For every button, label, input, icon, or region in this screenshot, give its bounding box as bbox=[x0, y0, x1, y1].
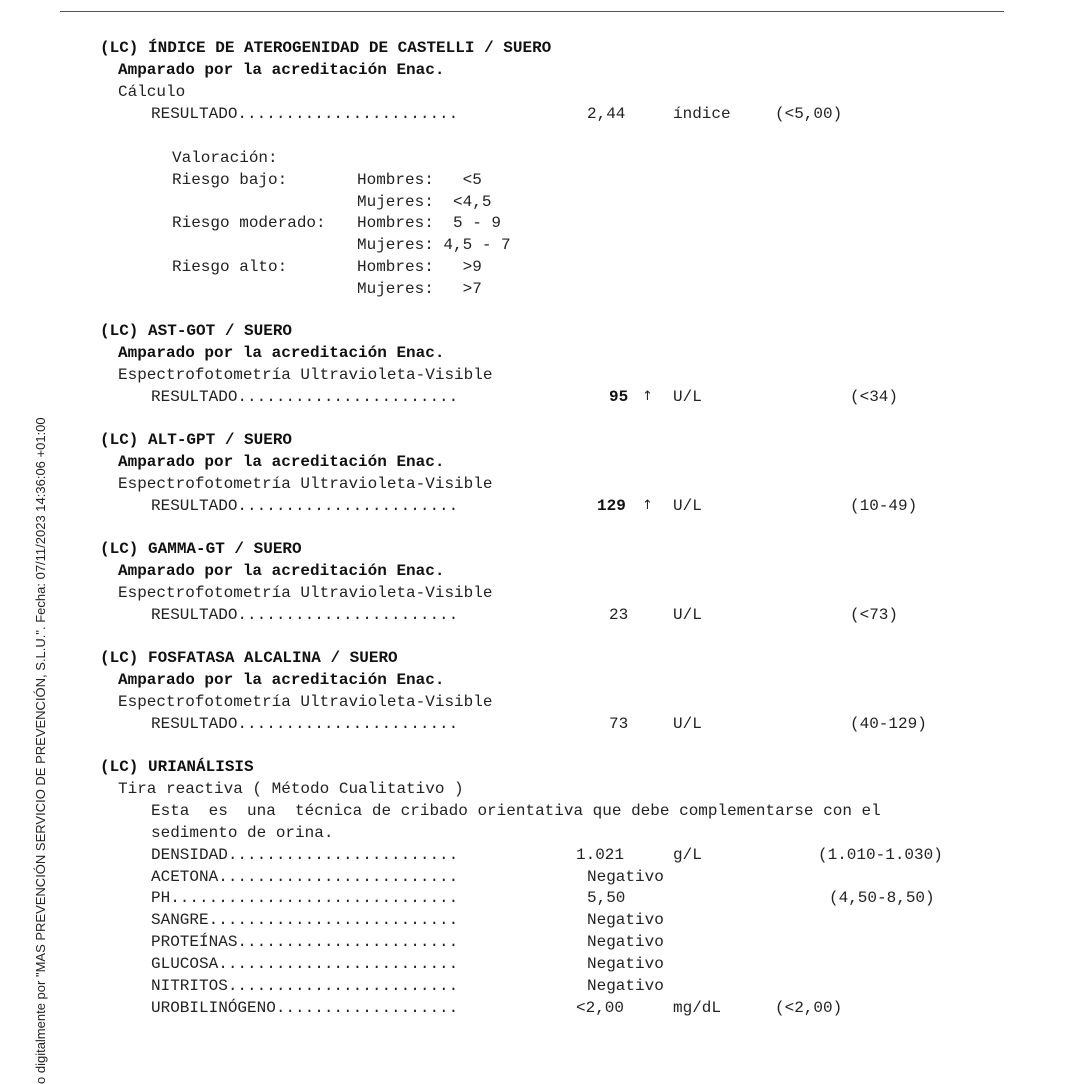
castelli-title: (LC) ÍNDICE DE ATEROGENIDAD DE CASTELLI / SUERO bbox=[100, 39, 552, 57]
fa-method: Espectrofotometría Ultravioleta-Visible bbox=[118, 693, 493, 711]
densidad-value: 1.021 bbox=[576, 846, 625, 864]
densidad-ref: (1.010-1.030) bbox=[818, 846, 943, 864]
nitritos-label: NITRITOS........................ bbox=[151, 977, 459, 995]
alt-accreditation: Amparado por la acreditación Enac. bbox=[118, 453, 445, 471]
castelli-result-label: RESULTADO....................... bbox=[151, 105, 459, 123]
ggt-result-value: 23 bbox=[609, 606, 629, 624]
alt-result-value: 129 bbox=[597, 497, 626, 515]
orina-method: Tira reactiva ( Método Cualitativo ) bbox=[118, 780, 464, 798]
urobilinogeno-unit: mg/dL bbox=[673, 999, 722, 1017]
riesgo-alto-hombres: Hombres: >9 bbox=[357, 258, 482, 276]
alt-result-unit: U/L bbox=[673, 497, 702, 515]
orina-title: (LC) URIANÁLISIS bbox=[100, 758, 254, 776]
urobilinogeno-ref: (<2,00) bbox=[775, 999, 843, 1017]
ast-accreditation: Amparado por la acreditación Enac. bbox=[118, 344, 445, 362]
ph-ref: (4,50-8,50) bbox=[829, 889, 935, 907]
orina-note-line1: Esta es una técnica de cribado orientativa que debe complementarse con el bbox=[151, 802, 881, 820]
acetona-value: Negativo bbox=[587, 868, 664, 886]
alt-result-ref: (10-49) bbox=[850, 497, 918, 515]
acetona-label: ACETONA......................... bbox=[151, 868, 459, 886]
urobilinogeno-label: UROBILINÓGENO................... bbox=[151, 999, 459, 1017]
sangre-value: Negativo bbox=[587, 911, 664, 929]
ast-high-flag-icon: ↑ bbox=[642, 389, 653, 404]
ggt-result-unit: U/L bbox=[673, 606, 702, 624]
riesgo-moderado-mujeres: Mujeres: 4,5 - 7 bbox=[357, 236, 511, 254]
castelli-result-ref: (<5,00) bbox=[775, 105, 843, 123]
fa-result-unit: U/L bbox=[673, 715, 702, 733]
castelli-result-unit: índice bbox=[673, 105, 731, 123]
fa-accreditation: Amparado por la acreditación Enac. bbox=[118, 671, 445, 689]
riesgo-moderado-label: Riesgo moderado: bbox=[172, 214, 326, 232]
ast-method: Espectrofotometría Ultravioleta-Visible bbox=[118, 366, 493, 384]
fa-title: (LC) FOSFATASA ALCALINA / SUERO bbox=[100, 649, 398, 667]
ast-result-label: RESULTADO....................... bbox=[151, 388, 459, 406]
top-rule bbox=[60, 11, 1004, 12]
ggt-method: Espectrofotometría Ultravioleta-Visible bbox=[118, 584, 493, 602]
riesgo-bajo-label: Riesgo bajo: bbox=[172, 171, 288, 189]
castelli-valoracion: Valoración: bbox=[172, 149, 278, 167]
riesgo-bajo-mujeres: Mujeres: <4,5 bbox=[357, 193, 492, 211]
densidad-unit: g/L bbox=[673, 846, 702, 864]
fa-result-label: RESULTADO....................... bbox=[151, 715, 459, 733]
glucosa-label: GLUCOSA......................... bbox=[151, 955, 459, 973]
orina-note-line2: sedimento de orina. bbox=[151, 824, 334, 842]
ast-title: (LC) AST-GOT / SUERO bbox=[100, 322, 293, 340]
ast-result-value: 95 bbox=[609, 388, 629, 406]
nitritos-value: Negativo bbox=[587, 977, 664, 995]
densidad-label: DENSIDAD........................ bbox=[151, 846, 459, 864]
proteinas-value: Negativo bbox=[587, 933, 664, 951]
ast-result-ref: (<34) bbox=[850, 388, 899, 406]
ggt-title: (LC) GAMMA-GT / SUERO bbox=[100, 540, 302, 558]
castelli-accreditation: Amparado por la acreditación Enac. bbox=[118, 61, 445, 79]
castelli-result-value: 2,44 bbox=[587, 105, 626, 123]
ggt-result-label: RESULTADO....................... bbox=[151, 606, 459, 624]
fa-result-value: 73 bbox=[609, 715, 629, 733]
riesgo-alto-label: Riesgo alto: bbox=[172, 258, 288, 276]
ph-value: 5,50 bbox=[587, 889, 626, 907]
sangre-label: SANGRE.......................... bbox=[151, 911, 459, 929]
alt-high-flag-icon: ↑ bbox=[642, 498, 653, 513]
castelli-method: Cálculo bbox=[118, 83, 186, 101]
alt-result-label: RESULTADO....................... bbox=[151, 497, 459, 515]
ggt-result-ref: (<73) bbox=[850, 606, 899, 624]
glucosa-value: Negativo bbox=[587, 955, 664, 973]
fa-result-ref: (40-129) bbox=[850, 715, 927, 733]
ast-result-unit: U/L bbox=[673, 388, 702, 406]
alt-method: Espectrofotometría Ultravioleta-Visible bbox=[118, 475, 493, 493]
riesgo-alto-mujeres: Mujeres: >7 bbox=[357, 280, 482, 298]
riesgo-moderado-hombres: Hombres: 5 - 9 bbox=[357, 214, 502, 232]
urobilinogeno-value: <2,00 bbox=[576, 999, 625, 1017]
digital-signature-note: o digitalmente por "MAS PREVENCIÓN SERVICIO DE PREVENCIÓN, S.L.U.". Fecha: 07/11/2023 14:36:06 +01:00 bbox=[33, 417, 48, 1084]
alt-title: (LC) ALT-GPT / SUERO bbox=[100, 431, 293, 449]
proteinas-label: PROTEÍNAS....................... bbox=[151, 933, 459, 951]
riesgo-bajo-hombres: Hombres: <5 bbox=[357, 171, 482, 189]
ggt-accreditation: Amparado por la acreditación Enac. bbox=[118, 562, 445, 580]
ph-label: PH.............................. bbox=[151, 889, 459, 907]
